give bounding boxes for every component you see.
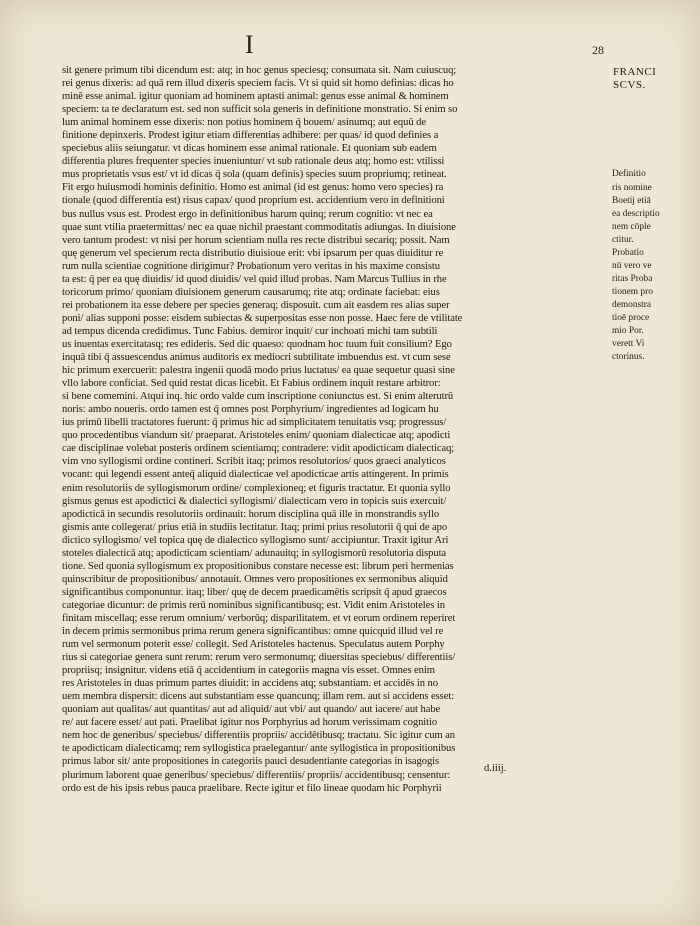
marginal-note: verett Vi [612, 339, 645, 350]
text-line: ordo est de his ipsis rebus pauca praelibare. Recte igitur et filo lineae quodam hic Porphyrii [62, 782, 442, 794]
text-line: lum animal hominem esse dixeris: non potius hominem q̄ bouem/ asinumq; aut equū de [62, 117, 426, 129]
text-line: cae disciplinae volebat posteris ordinem scientiamq; contradere: vidit apodicticam dialecticaq; [62, 443, 455, 455]
text-line: plurimum laborent quae generibus/ speciebus/ differentiis/ propriis/ accidentibusq; censentur: [62, 769, 451, 781]
text-line: dictico syllogismo/ vel topica quę de dialectico syllogismo sunt/ accipiuntur. Traxit igitur Ari [62, 534, 449, 546]
text-line: vim vno syllogismi ordine contineri. Scribit itaq; primos resolutorios/ quos graeci analyticos [62, 456, 446, 468]
marginal-note: Boetij etiā [612, 195, 651, 206]
text-line: quo procedentibus viandum sit/ praeparat. Aristoteles enim/ quoniam dialecticae atq; apodicti [62, 430, 451, 442]
text-line: Fit ergo huiusmodi hominis definitio. Homo est animal (id est genus: homo vero species) ra [62, 182, 444, 194]
marginal-note: tionem pro [612, 287, 653, 298]
text-line: ta est: q̄ per ea quę diuidis/ id quod diuidis/ vel quid illud probas. Nam Marcus Tullius in rhe [62, 273, 447, 285]
text-line: minē esse animal. igitur quoniam ad hominem aptasti animal: genus esse animal & hominem [62, 91, 449, 103]
text-line: uem membra dispersit: dicens aut substantiam esse quancunq; illam rem. aut si accidens esset: [62, 691, 455, 703]
text-line: quae sunt vtilia praetermittas/ nec ea quae nichil praestant commoditatis adiungas. In diuisione [62, 221, 456, 233]
text-line: rei probationem ita esse debere per species generaq; disposuit. cum ait easdem res alias super [62, 299, 450, 311]
text-line: gismus genus est apodictici & dialectici syllogismi/ dialecticam vero in topicis suis exercuit/ [62, 495, 447, 507]
text-line: primus labor sit/ ante propositiones in categoriis pauci desudentiante categorias in isagogis [62, 756, 440, 768]
text-line: toricorum primo/ quoniam diuisionem generum causarumq; rite atq; ordinate faciebat: eius [62, 286, 440, 298]
text-line: gismis ante collegerat/ prius etiā in studiis lectitatur. Itaq; primi prius resolutorii q̄ qui de apo [62, 521, 448, 533]
text-line: quoniam aut qualitas/ aut quantitas/ aut ad aliquid/ aut vbi/ aut quando/ aut iacere/ aut habe [62, 704, 441, 716]
text-line: si bene comemini. Atqui inq. hic ordo valde cum inscriptione coniunctus est. Si enim alterutrū [62, 391, 454, 403]
marginal-note: demonstra [612, 300, 652, 311]
text-line: mus proprietatis vsus est/ vt id dicas q̄ sola (quam definis) species suum propriumq; retineat. [62, 169, 447, 181]
marginal-note: ctitur. [612, 234, 634, 245]
marginal-note: ea descriptio [612, 208, 660, 219]
marginal-note: mio Por. [612, 326, 644, 337]
text-line: quę generum vel specierum recta distributio diuisioue erit: vbi ipsarum per quas diuiditur re [62, 247, 444, 259]
text-line: categoriae dicuntur: de primis rerū nominibus significantibusq; est. Vidit enim Aristoteles in [62, 599, 445, 611]
text-line: finitam miscellaq; esse rerum omnium/ verborūq; disparilitatem. et vt eorum ordinem reperiret [62, 612, 456, 624]
text-line: in decem primis sermonibus prima rerum genera significantibus: omne quicquid illud vel re [62, 626, 444, 638]
folio-letter: I [245, 30, 254, 59]
text-line: significantibus componuntur. itaq; liber/ quę de decem praedicamētis scripsit q̄ apud graecos [62, 586, 447, 598]
text-line: tionale (quod differentia est) risus capax/ quod proprium est. accidentium vero in definitioni [62, 195, 445, 207]
text-line: rum nulla scientiae cognitione dirigimur? Probationum vero veritas in his maxime consistu [62, 260, 441, 272]
marginal-note: ritas Proba [612, 273, 653, 284]
page-number: 28 [592, 43, 604, 57]
text-line: speciebus aliis seiungatur. vt dicas hominem esse animal rationale. Et quoniam sub eadem [62, 143, 437, 155]
text-line: differentia plures frequenter species inueniuntur/ vt sub rationale deus atq; homo est: vtilissi [62, 156, 445, 168]
signature-mark: d.iiij. [484, 763, 507, 774]
text-line: re/ aut facere esset/ aut pati. Praelibat igitur nos Porphyrius ad horum verissimam cognitio [62, 717, 438, 729]
margin-author-name [613, 66, 656, 92]
text-line: finitione depinxeris. Prodest igitur etiam differentias adhibere: per quas/ id quod definies a [62, 130, 439, 142]
marginal-note: ris nomine [612, 182, 652, 193]
text-line: hic primum exercuerit: palestra ingenii quodā modo prius luctatus/ ea quae sequetur quasi sine [62, 365, 455, 377]
text-line: res Aristoteles in duas primum partes diuidit: in accidens atq; substantiam. et accidēs in no [62, 678, 438, 690]
text-line: vero tantum prodest: vt nisi per horum scientiam nulla res recte distribui secariq; possit. Nam [62, 234, 450, 246]
text-line: ad tempus dicenda credidimus. Tunc Fabius. demiror inquit/ cur inchoati michi tam subtili [62, 325, 438, 337]
marginal-note: nū vero ve [612, 260, 652, 271]
text-line: rius si categoriae genera sunt rerum: rerum vero sermonumq; diuersitas speciebus/ differentiis/ [62, 652, 456, 664]
text-line: rei genus dixeris: ad quā rem illud dixeris speciem facis. Vt si quid sit homo definias: dicas ho [62, 78, 454, 90]
text-line: bus nullus vsus est. Prodest ergo in definitionibus harum quinq; rerum cognitio: vt nec ea [62, 208, 433, 220]
text-line: poni/ alias supponi posse: eisdem subiectas & superpositas esse non posse. Haec fere de vtilitate [62, 312, 463, 324]
text-line: noris: ambo noueris. ordo tamen est q̄ omnes post Porphyrium/ ingredientes ad logicam hu [62, 404, 439, 416]
marginal-note: Definitio [612, 169, 646, 180]
text-line: speciem: ta te declaratum est. sed non sufficit sola generis in definitione monstratio. Si enim so [62, 104, 458, 116]
marginal-note: ctorinus. [612, 352, 645, 363]
text-line: vllo labore conficiat. Sed quid restat dicas licebit. Et Fabius ordinem inquit restare arbitror: [62, 378, 441, 390]
text-line: quinscribitur de propositionibus/ annotauit. Omnes vero propositiones ex sermonibus aliquid [62, 573, 448, 585]
text-line: nem hoc de generibus/ speciebus/ differentiis propriis/ accidētibusq; tractatu. Sic igitur cum an [62, 730, 456, 742]
text-line: us inuentas exercitatasq; res edideris. Sed dic quaeso: quodnam hoc tuum fuit consilium? Ego [62, 338, 452, 350]
margin-author-line: SCVS. [613, 79, 646, 91]
text-line: sit genere primum tibi dicendum est: atq; in hoc genus speciesq; consumata sit. Nam cuiuscuq; [62, 65, 457, 76]
text-line: propriisq; insignitur. videns etiā q̄ accidentium in categoriis magna vis esset. Omnes enim [62, 665, 435, 677]
text-line: vocant: qui legendi essent anteq̄ aliquid dialecticae vel apodicticae artis attingerent. In primis [62, 469, 449, 481]
main-text-column [62, 64, 610, 795]
text-line: te apodicticam dialecticamq; rem syllogistica praelegantur/ ante syllogistica in propositionibus [62, 743, 456, 755]
marginal-note: Probatio [612, 247, 644, 258]
marginal-note: tioē proce [612, 313, 650, 324]
marginal-note: nem cōple [612, 221, 651, 232]
text-line: apodicticā in secundis resolutoriis ordinauit: horum disciplina quā ille in monstrandis syllo [62, 508, 440, 520]
text-line: rum vel sermonum poterit esse/ collegit. Sed Aristoteles hactenus. Speculatus autem Porphy [62, 639, 445, 651]
text-line: tione. Sed quonia syllogismum ex propositionibus constare necesse est: librum peri hermenias [62, 560, 454, 572]
text-line: enim resolutoriis de syllogismorum ordine/ complexioneq; et figuris tractatur. Et quonia syllo [62, 482, 451, 494]
margin-author-line: FRANCI [613, 66, 657, 78]
text-line: inquā tibi q̄ assuescendus animus auditoris ex mediocri subtilitate imbuendus est. vt cum sese [62, 352, 451, 364]
text-line: ius primū libelli tractatores fuerunt: q̄ primus hic ad simplicitatem tenuitatis vsq; progressus/ [62, 417, 447, 429]
text-line: stoteles dialecticā atq; apodicticam scientiam/ adunauitq; in syllogismorū resolutoria disputa [62, 547, 447, 559]
